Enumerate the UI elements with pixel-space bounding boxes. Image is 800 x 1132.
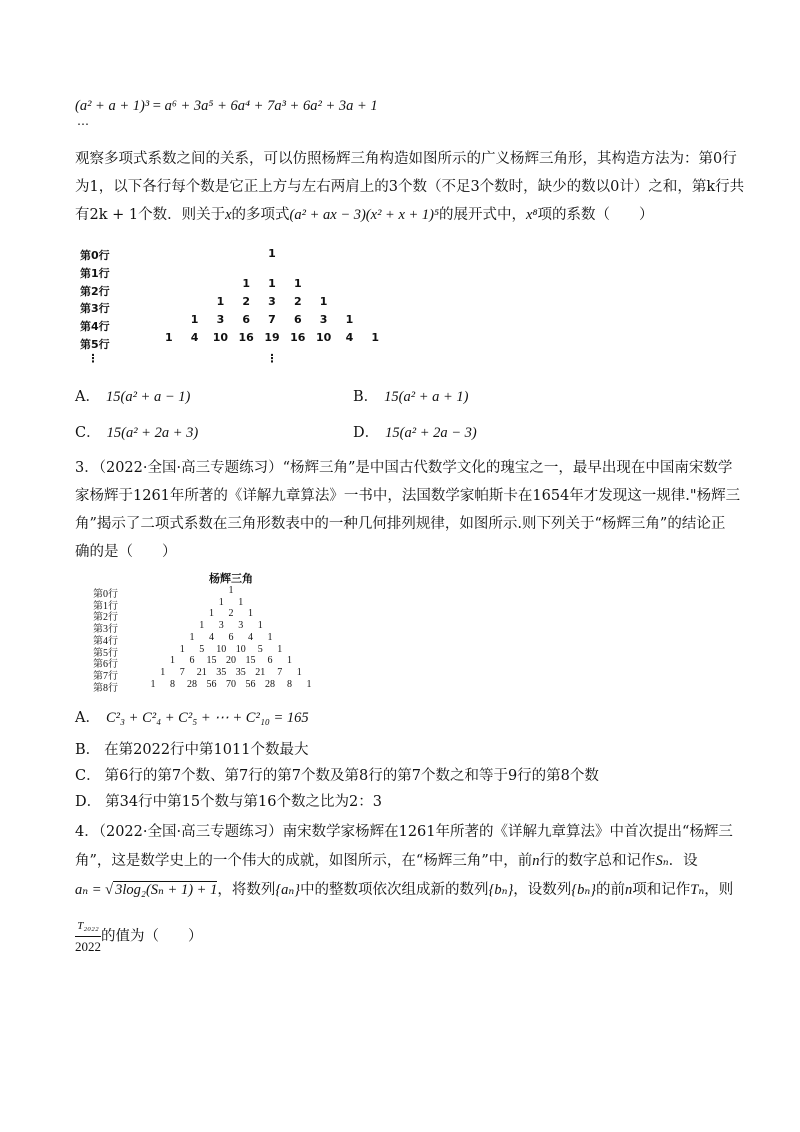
triangle-cell: 1 <box>268 247 276 260</box>
option-letter: C． <box>75 425 101 441</box>
var-x8: x⁸ <box>526 207 538 223</box>
triangle-cell: 35 <box>216 666 227 678</box>
option-letter: A． <box>75 389 100 405</box>
triangle-row-label: 第4行 <box>93 635 118 647</box>
option-text: C²₃ + C²₄ + C²₅ + ⋯ + C²₁₀ = 165 <box>105 710 309 726</box>
triangle-cell: 4 <box>345 330 354 344</box>
triangle-cell: 4 <box>248 631 253 643</box>
triangle-cell: 8 <box>287 678 292 690</box>
option-letter: D． <box>353 425 380 441</box>
q4-line1: 4．（2022·全国·高三专题练习）南宋数学家杨辉在1261年所著的《详解九章算法》中首次提出“杨辉三 <box>75 824 733 840</box>
ellipsis: ⋯ <box>77 117 89 131</box>
an-definition: aₙ = <box>75 882 106 898</box>
triangle-cell: 6 <box>228 631 234 643</box>
triangle-cell: 2 <box>228 608 234 620</box>
q3-line3: 角”揭示了二项式系数在三角形数表中的一种几何排列规律，如图所示.则下列关于“杨辉三角”的结论正 <box>75 516 726 532</box>
q3-option-a[interactable] <box>75 706 309 727</box>
q4-line2-c: ．设 <box>668 853 698 869</box>
triangle-cell: 5 <box>199 643 205 655</box>
q4-line2 <box>75 851 698 871</box>
triangle-cell: 1 <box>267 631 273 643</box>
q3-option-c[interactable] <box>75 764 599 785</box>
q3-line4: 确的是（ ） <box>75 544 177 560</box>
sqrt-radicand: 3log₂(Sₙ + 1) + 1 <box>115 882 218 898</box>
triangle-cell: 20 <box>226 655 236 667</box>
q4-line3: aₙ = √ 3log₂(Sₙ + 1) + 1，将数列{aₙ}中的整数项依次组成新的数列{bₙ}，设数列{bₙ}的前n项和记作Tₙ，则 <box>75 882 734 898</box>
triangle-cell: 1 <box>150 678 156 690</box>
triangle-row-label: 第0行 <box>93 589 118 600</box>
triangle-cell: 1 <box>190 312 199 326</box>
triangle-row-label: 第0行 <box>80 249 110 262</box>
triangle-row-label: 第1行 <box>80 266 110 280</box>
triangle-cell: 1 <box>164 330 173 344</box>
vertical-dots: ⋮ <box>266 352 278 366</box>
triangle-cell: 1 <box>209 608 214 620</box>
triangle-cell: 19 <box>264 330 280 344</box>
seq-b: {bₙ} <box>488 882 514 898</box>
q3-option-d[interactable] <box>75 790 382 811</box>
triangle-cell: 1 <box>218 596 224 608</box>
triangle-cell: 21 <box>196 666 207 678</box>
q3-line2: 家杨辉于1261年所著的《详解九章算法》一书中，法国数学家帕斯卡在1654年才发现这一规律."杨辉三 <box>75 488 741 504</box>
triangle-cell: 16 <box>290 330 306 344</box>
triangle-cell: 1 <box>277 643 283 655</box>
triangle-cell: 70 <box>226 678 236 690</box>
triangle-cell: 28 <box>265 678 275 690</box>
q2-line3-a: 有2k + 1个数．则关于 <box>75 207 226 223</box>
expansion-formula: (a² + a + 1)³ = a⁶ + 3a⁵ + 6a⁴ + 7a³ + 6a² + 3a + 1 <box>75 98 378 114</box>
triangle-row-label: 第8行 <box>93 682 118 694</box>
triangle-cell: 35 <box>235 666 246 678</box>
formula-lhs: (a² + a + 1)³ <box>75 98 150 114</box>
triangle-cell: 1 <box>268 277 276 291</box>
triangle-cell: 16 <box>238 330 254 344</box>
triangle-cell: 1 <box>257 620 263 632</box>
triangle-cell: 21 <box>255 666 266 678</box>
triangle-cell: 1 <box>371 330 380 344</box>
triangle-cell: 3 <box>216 312 225 326</box>
triangle-cell: 8 <box>170 678 175 690</box>
triangle-cell: 6 <box>293 312 302 326</box>
triangle-cell: 6 <box>242 312 251 326</box>
q4-line3-a: ，将数列 <box>217 882 276 898</box>
q2-line3-c: 的展开式中， <box>439 207 527 223</box>
option-text: 15(a² + 2a + 3) <box>106 425 199 441</box>
triangle-row-label: 第7行 <box>93 670 118 682</box>
triangle-cell: 10 <box>212 330 229 344</box>
triangle-cell: 1 <box>189 631 195 643</box>
fraction <box>75 916 101 957</box>
q2-line3-d: 项的系数（ ） <box>537 207 654 223</box>
triangle-row-label: 第2行 <box>93 612 118 624</box>
q3-line1: 3．（2022·全国·高三专题练习）“杨辉三角”是中国古代数学文化的瑰宝之一，最早出现在中国南宋数学 <box>75 460 733 476</box>
triangle-cell: 56 <box>245 678 256 690</box>
seq-a: {aₙ} <box>275 882 301 898</box>
q2-line1: 观察多项式系数之间的关系，可以仿照杨辉三角构造如图所示的广义杨辉三角形，其构造方法为：第0行 <box>75 151 737 167</box>
var-x: x <box>225 207 232 223</box>
triangle-title: 杨辉三角 <box>209 572 253 585</box>
triangle-cell: 56 <box>206 678 217 690</box>
triangle-cell: 15 <box>206 655 217 667</box>
triangle-cell: 6 <box>267 655 273 667</box>
triangle-cell: 1 <box>170 655 175 667</box>
var-n: n <box>532 853 540 869</box>
option-text: 第6行的第7个数、第7行的第7个数及第8行的第7个数之和等于9行的第8个数 <box>104 768 599 784</box>
fraction-denominator: 2022 <box>75 939 101 954</box>
option-letter: A． <box>75 710 100 726</box>
triangle-row-label: 第5行 <box>80 338 110 351</box>
vertical-dots: ⋮ <box>87 352 99 366</box>
triangle-row-label: 第2行 <box>80 284 110 298</box>
triangle-row-label: 第4行 <box>80 320 110 334</box>
option-letter: B． <box>353 389 379 405</box>
triangle-cell: 3 <box>238 620 244 632</box>
triangle-cell: 4 <box>209 631 214 643</box>
q2-line3-b: 的多项式 <box>231 207 290 223</box>
triangle-cell: 1 <box>199 620 205 632</box>
triangle-cell: 10 <box>216 643 227 655</box>
triangle-cell: 5 <box>257 643 263 655</box>
triangle-cell: 6 <box>189 655 195 667</box>
triangle-cell: 7 <box>268 312 276 326</box>
triangle-cell: 3 <box>218 620 224 632</box>
triangle-cell: 10 <box>315 330 332 344</box>
triangle-row-label: 第1行 <box>93 600 118 612</box>
fraction-numerator: T₂₀₂₂ <box>75 916 101 937</box>
triangle-cell: 4 <box>190 330 199 344</box>
triangle-row-label: 第5行 <box>93 647 118 659</box>
triangle-cell: 1 <box>296 666 302 678</box>
triangle-cell: 1 <box>319 295 328 309</box>
q4-line4 <box>75 916 203 957</box>
option-text: 第34行中第15个数与第16个数之比为2：3 <box>105 794 382 810</box>
triangle-cell: 1 <box>216 295 225 309</box>
q4-line3-f: ，则 <box>704 882 734 898</box>
var-tn: Tₙ <box>690 882 705 898</box>
triangle-row-label: 第3行 <box>93 624 118 636</box>
var-n: n <box>625 882 633 898</box>
q3-option-b[interactable] <box>75 738 308 759</box>
triangle-cell: 3 <box>319 312 328 326</box>
triangle-cell: 1 <box>287 655 292 667</box>
q2-line2: 为1，以下各行每个数是它正上方与左右两肩上的3个数（不足3个数时，缺少的数以0计）之和，第k行共 <box>75 179 745 195</box>
formula-rhs: a⁶ + 3a⁵ + 6a⁴ + 7a³ + 6a² + 3a + 1 <box>164 98 378 114</box>
q4-line3-b: 中的整数项依次组成新的数列 <box>300 882 489 898</box>
q2-polynomial: (a² + ax − 3)(x² + x + 1)⁵ <box>289 207 440 223</box>
option-letter: C． <box>75 768 101 784</box>
triangle-cell: 1 <box>306 678 312 690</box>
triangle-cell: 28 <box>187 678 197 690</box>
q4-line3-c: ，设数列 <box>513 882 572 898</box>
option-letter: B． <box>75 742 101 758</box>
triangle-cell: 1 <box>179 643 185 655</box>
q4-line3-e: 项和记作 <box>632 882 691 898</box>
q4-line4-tail: 的值为（ ） <box>101 928 203 945</box>
var-sn: Sₙ <box>655 853 669 869</box>
triangle-cell: 10 <box>235 643 246 655</box>
triangle-cell: 1 <box>345 312 354 326</box>
triangle-cell: 1 <box>228 585 234 596</box>
triangle-cell: 1 <box>248 608 253 620</box>
triangle-cell: 7 <box>277 666 283 678</box>
triangle-cell: 3 <box>268 295 276 309</box>
q4-line2-a: 角”，这是数学史上的一个伟大的成就，如图所示，在“杨辉三角”中，前 <box>75 853 533 869</box>
q4-line3-d: 的前 <box>596 882 626 898</box>
triangle-row-label: 第6行 <box>93 659 118 671</box>
triangle-row-label: 第3行 <box>80 302 110 316</box>
triangle-cell: 1 <box>293 277 302 291</box>
option-text: 在第2022行中第1011个数最大 <box>104 742 309 758</box>
q4-line2-b: 行的数字总和记作 <box>539 853 656 869</box>
triangle-cell: 2 <box>293 295 302 309</box>
triangle-cell: 15 <box>245 655 256 667</box>
option-letter: D． <box>75 794 102 810</box>
triangle-cell: 1 <box>242 277 251 291</box>
option-text: 15(a² + a − 1) <box>105 389 191 405</box>
triangle-cell: 2 <box>242 295 251 309</box>
triangle-cell: 7 <box>179 666 185 678</box>
triangle-cell: 1 <box>238 596 244 608</box>
option-text: 15(a² + 2a − 3) <box>385 425 477 441</box>
seq-b: {bₙ} <box>571 882 597 898</box>
triangle-cell: 1 <box>160 666 166 678</box>
option-text: 15(a² + a + 1) <box>384 389 469 405</box>
